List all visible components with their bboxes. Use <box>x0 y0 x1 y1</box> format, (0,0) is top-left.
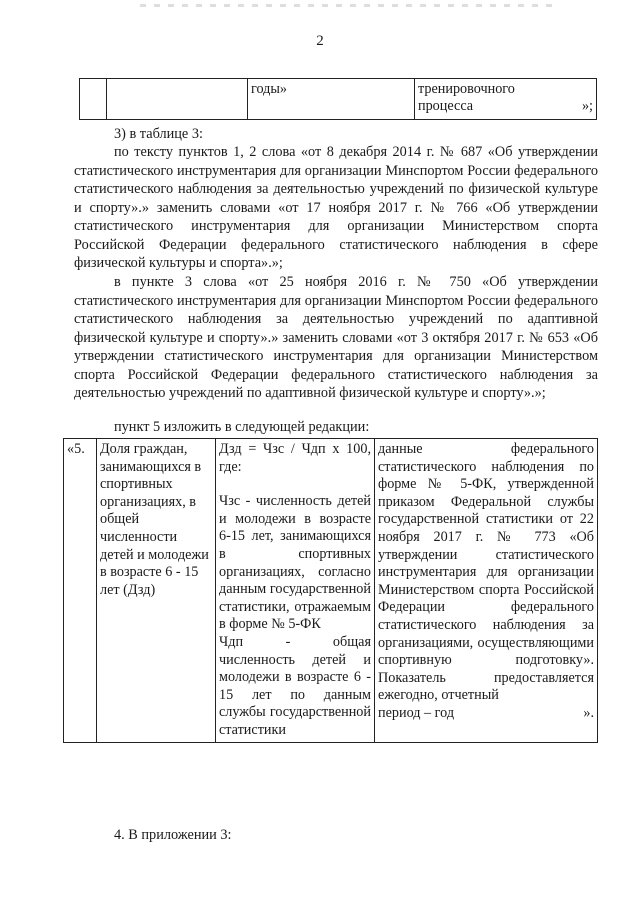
table-cell: Доля граждан, занимающихся в спортивных организациях, в общей численности детей и молодежи в возрасте 6 - 15 лет (Дзд) <box>97 439 216 743</box>
table-cell: «5. <box>64 439 97 743</box>
paragraph: пункт 5 изложить в следующей редакции: <box>114 419 370 435</box>
item4-heading: 4. В приложении 3: <box>114 827 232 843</box>
table-row <box>64 439 598 743</box>
cell-line: тренировочного <box>418 81 515 97</box>
main-table <box>63 438 598 743</box>
cell-text: процесса <box>418 98 474 114</box>
scan-artifact <box>140 4 560 7</box>
top-table <box>79 78 597 120</box>
source-text: данные федерального статистического наблюдения по форме № 5-ФК, утвержденной приказом Федеральной службы государственной статистики от 22 ноября 2017 г. № 773 «Об утверждении статистического инструментария для организации Министерством спорта Российской Федерации федерального статистического наблюдения за организациями, осуществляющими спортивную подготовку». Показатель предоставляется ежегодно, отчетный <box>378 441 594 704</box>
item3-heading: 3) в таблице 3: <box>114 126 203 142</box>
paragraph: в пункте 3 слова «от 25 ноября 2016 г. № 750 «Об утверждении статистического инструментария для организации Минспортом России федерального статистического наблюдения за деятельностью учреждений по адаптивной физической культуре и спорту».» заменить словами «от 3 октября 2017 г. № 653 «Об утверждении статистического инструментария для организации Министерством спорта Российской Федерации федерального статистического наблюдения за деятельностью учреждений по адаптивной физической культуре и спорту».»; <box>74 274 598 401</box>
cell-line <box>378 705 594 723</box>
table-cell: годы» <box>248 79 415 120</box>
table-row <box>80 79 597 120</box>
table-cell <box>375 439 598 743</box>
table-cell <box>80 79 107 120</box>
cell-text: »; <box>581 98 593 114</box>
cell-line <box>418 98 593 115</box>
cell-text: ». <box>583 704 594 721</box>
table-cell <box>216 439 375 743</box>
definition: Чдп - общая численность детей и молодежи в возрасте 6 - 15 лет по данным службы государственной статистики <box>219 633 371 738</box>
definition: Чзс - численность детей и молодежи в возрасте 6-15 лет, занимающихся в спортивных организациях, согласно данным государственной статистики, отражаемым в форме № 5-ФК <box>219 493 371 633</box>
table-cell <box>107 79 248 120</box>
formula: Дзд = Чзс / Чдп х 100, где: <box>219 441 371 475</box>
table-cell <box>415 79 597 120</box>
cell-text: период – год <box>378 704 455 721</box>
paragraph: по тексту пунктов 1, 2 слова «от 8 декабря 2014 г. № 687 «Об утверждении статистического инструментария для организации Минспортом России федерального статистического наблюдения за деятельностью учреждений по физической культуре и спорту».» заменить словами «от 17 ноября 2017 г. № 766 «Об утверждении статистического инструментария для организации Министерством спорта Российской Федерации федерального статистического наблюдения в сфере физической культуры и спорта».»; <box>74 144 598 271</box>
page-number: 2 <box>316 33 324 49</box>
